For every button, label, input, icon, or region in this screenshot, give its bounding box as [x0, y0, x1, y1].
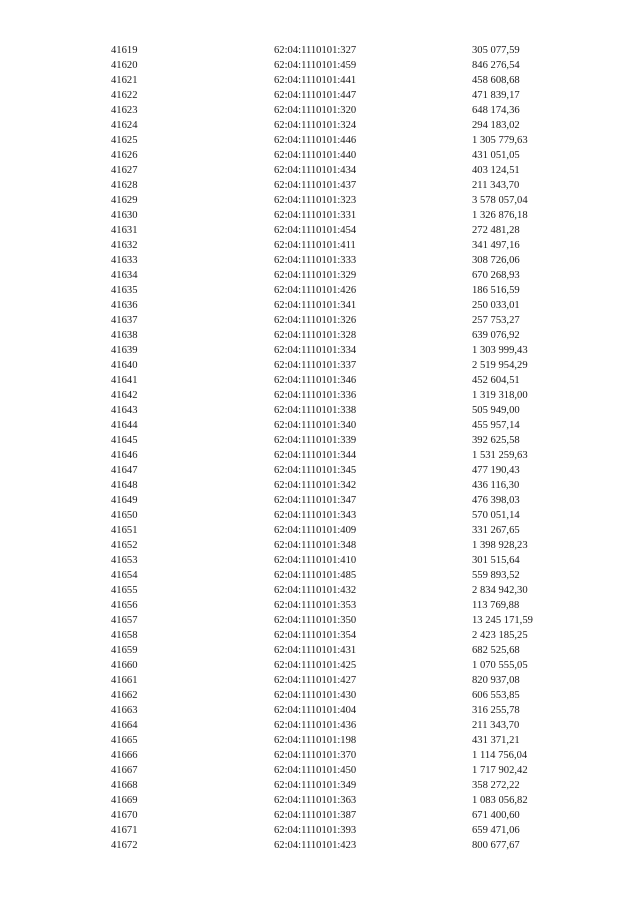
table-row	[111, 298, 591, 313]
cadastral-number-cell: 62:04:1110101:354	[274, 630, 357, 641]
value-cell: 1 114 756,04	[472, 750, 528, 761]
value-cell: 458 608,68	[472, 75, 520, 86]
cadastral-number-cell: 62:04:1110101:393	[274, 825, 357, 836]
value-cell: 846 276,54	[472, 60, 520, 71]
value-cell: 2 834 942,30	[472, 585, 528, 596]
table-row	[111, 793, 591, 808]
row-number-cell: 41647	[111, 465, 138, 476]
table-row	[111, 703, 591, 718]
cadastral-number-cell: 62:04:1110101:450	[274, 765, 357, 776]
table-row	[111, 808, 591, 823]
row-number-cell: 41665	[111, 735, 138, 746]
table-row	[111, 478, 591, 493]
cadastral-number-cell: 62:04:1110101:370	[274, 750, 357, 761]
cadastral-number-cell: 62:04:1110101:437	[274, 180, 357, 191]
table-row	[111, 733, 591, 748]
row-number-cell: 41658	[111, 630, 138, 641]
row-number-cell: 41663	[111, 705, 138, 716]
table-row	[111, 583, 591, 598]
row-number-cell: 41651	[111, 525, 138, 536]
cadastral-number-cell: 62:04:1110101:431	[274, 645, 357, 656]
row-number-cell: 41655	[111, 585, 138, 596]
value-cell: 1 531 259,63	[472, 450, 528, 461]
value-cell: 331 267,65	[472, 525, 520, 536]
value-cell: 250 033,01	[472, 300, 520, 311]
cadastral-number-cell: 62:04:1110101:446	[274, 135, 357, 146]
value-cell: 211 343,70	[472, 180, 520, 191]
row-number-cell: 41646	[111, 450, 138, 461]
cadastral-number-cell: 62:04:1110101:485	[274, 570, 357, 581]
value-cell: 436 116,30	[472, 480, 520, 491]
cadastral-number-cell: 62:04:1110101:324	[274, 120, 357, 131]
cadastral-number-cell: 62:04:1110101:323	[274, 195, 357, 206]
cadastral-number-cell: 62:04:1110101:340	[274, 420, 357, 431]
row-number-cell: 41649	[111, 495, 138, 506]
table-row	[111, 133, 591, 148]
table-row	[111, 358, 591, 373]
cadastral-number-cell: 62:04:1110101:425	[274, 660, 357, 671]
cadastral-number-cell: 62:04:1110101:341	[274, 300, 357, 311]
row-number-cell: 41642	[111, 390, 138, 401]
row-number-cell: 41641	[111, 375, 138, 386]
cadastral-number-cell: 62:04:1110101:331	[274, 210, 357, 221]
row-number-cell: 41653	[111, 555, 138, 566]
value-cell: 272 481,28	[472, 225, 520, 236]
value-cell: 505 949,00	[472, 405, 520, 416]
value-cell: 3 578 057,04	[472, 195, 528, 206]
row-number-cell: 41640	[111, 360, 138, 371]
cadastral-number-cell: 62:04:1110101:430	[274, 690, 357, 701]
table-row	[111, 643, 591, 658]
table-row	[111, 403, 591, 418]
value-cell: 2 423 185,25	[472, 630, 528, 641]
table-row	[111, 103, 591, 118]
cadastral-number-cell: 62:04:1110101:347	[274, 495, 357, 506]
row-number-cell: 41633	[111, 255, 138, 266]
row-number-cell: 41622	[111, 90, 138, 101]
table-row	[111, 73, 591, 88]
row-number-cell: 41643	[111, 405, 138, 416]
table-row	[111, 718, 591, 733]
table-row	[111, 523, 591, 538]
table-row	[111, 208, 591, 223]
row-number-cell: 41620	[111, 60, 138, 71]
table-row	[111, 58, 591, 73]
row-number-cell: 41635	[111, 285, 138, 296]
value-cell: 257 753,27	[472, 315, 520, 326]
cadastral-number-cell: 62:04:1110101:447	[274, 90, 357, 101]
table-row	[111, 448, 591, 463]
row-number-cell: 41632	[111, 240, 138, 251]
value-cell: 477 190,43	[472, 465, 520, 476]
table-row	[111, 598, 591, 613]
cadastral-number-cell: 62:04:1110101:346	[274, 375, 357, 386]
row-number-cell: 41656	[111, 600, 138, 611]
cadastral-number-cell: 62:04:1110101:333	[274, 255, 357, 266]
cadastral-number-cell: 62:04:1110101:329	[274, 270, 357, 281]
cadastral-number-cell: 62:04:1110101:320	[274, 105, 357, 116]
table-row	[111, 223, 591, 238]
cadastral-number-cell: 62:04:1110101:334	[274, 345, 357, 356]
value-cell: 305 077,59	[472, 45, 520, 56]
row-number-cell: 41629	[111, 195, 138, 206]
row-number-cell: 41627	[111, 165, 138, 176]
row-number-cell: 41638	[111, 330, 138, 341]
value-cell: 113 769,88	[472, 600, 520, 611]
cadastral-number-cell: 62:04:1110101:327	[274, 45, 357, 56]
cadastral-number-cell: 62:04:1110101:427	[274, 675, 357, 686]
cadastral-number-cell: 62:04:1110101:432	[274, 585, 357, 596]
value-cell: 358 272,22	[472, 780, 520, 791]
row-number-cell: 41664	[111, 720, 138, 731]
table-row	[111, 148, 591, 163]
value-cell: 341 497,16	[472, 240, 520, 251]
table-row	[111, 493, 591, 508]
row-number-cell: 41659	[111, 645, 138, 656]
value-cell: 639 076,92	[472, 330, 520, 341]
row-number-cell: 41667	[111, 765, 138, 776]
row-number-cell: 41648	[111, 480, 138, 491]
row-number-cell: 41652	[111, 540, 138, 551]
row-number-cell: 41645	[111, 435, 138, 446]
cadastral-number-cell: 62:04:1110101:423	[274, 840, 357, 851]
row-number-cell: 41639	[111, 345, 138, 356]
table-row	[111, 253, 591, 268]
cadastral-number-cell: 62:04:1110101:434	[274, 165, 357, 176]
cadastral-number-cell: 62:04:1110101:339	[274, 435, 357, 446]
cadastral-number-cell: 62:04:1110101:349	[274, 780, 357, 791]
value-cell: 211 343,70	[472, 720, 520, 731]
cadastral-number-cell: 62:04:1110101:426	[274, 285, 357, 296]
cadastral-number-cell: 62:04:1110101:454	[274, 225, 357, 236]
value-cell: 559 893,52	[472, 570, 520, 581]
value-cell: 186 516,59	[472, 285, 520, 296]
table-row	[111, 388, 591, 403]
table-row	[111, 238, 591, 253]
row-number-cell: 41634	[111, 270, 138, 281]
value-cell: 671 400,60	[472, 810, 520, 821]
value-cell: 403 124,51	[472, 165, 520, 176]
table-row	[111, 118, 591, 133]
value-cell: 431 371,21	[472, 735, 520, 746]
value-cell: 1 717 902,42	[472, 765, 528, 776]
table-row	[111, 373, 591, 388]
cadastral-number-cell: 62:04:1110101:350	[274, 615, 357, 626]
value-cell: 476 398,03	[472, 495, 520, 506]
row-number-cell: 41625	[111, 135, 138, 146]
cadastral-number-cell: 62:04:1110101:353	[274, 600, 357, 611]
value-cell: 670 268,93	[472, 270, 520, 281]
value-cell: 1 305 779,63	[472, 135, 528, 146]
value-cell: 1 326 876,18	[472, 210, 528, 221]
value-cell: 606 553,85	[472, 690, 520, 701]
cadastral-number-cell: 62:04:1110101:198	[274, 735, 357, 746]
value-cell: 471 839,17	[472, 90, 520, 101]
row-number-cell: 41672	[111, 840, 138, 851]
cadastral-number-cell: 62:04:1110101:328	[274, 330, 357, 341]
value-cell: 1 319 318,00	[472, 390, 528, 401]
row-number-cell: 41661	[111, 675, 138, 686]
value-cell: 308 726,06	[472, 255, 520, 266]
cadastral-number-cell: 62:04:1110101:363	[274, 795, 357, 806]
row-number-cell: 41666	[111, 750, 138, 761]
table-row	[111, 688, 591, 703]
table-row	[111, 508, 591, 523]
table-row	[111, 778, 591, 793]
value-cell: 431 051,05	[472, 150, 520, 161]
cadastral-number-cell: 62:04:1110101:343	[274, 510, 357, 521]
row-number-cell: 41660	[111, 660, 138, 671]
value-cell: 1 303 999,43	[472, 345, 528, 356]
row-number-cell: 41669	[111, 795, 138, 806]
cadastral-number-cell: 62:04:1110101:410	[274, 555, 357, 566]
row-number-cell: 41671	[111, 825, 138, 836]
row-number-cell: 41624	[111, 120, 138, 131]
table-row	[111, 613, 591, 628]
row-number-cell: 41636	[111, 300, 138, 311]
row-number-cell: 41654	[111, 570, 138, 581]
cadastral-number-cell: 62:04:1110101:387	[274, 810, 357, 821]
value-cell: 2 519 954,29	[472, 360, 528, 371]
row-number-cell: 41619	[111, 45, 138, 56]
row-number-cell: 41631	[111, 225, 138, 236]
cadastral-number-cell: 62:04:1110101:336	[274, 390, 357, 401]
cadastral-value-table	[111, 43, 591, 853]
cadastral-number-cell: 62:04:1110101:326	[274, 315, 357, 326]
value-cell: 800 677,67	[472, 840, 520, 851]
table-row	[111, 43, 591, 58]
cadastral-number-cell: 62:04:1110101:337	[274, 360, 357, 371]
value-cell: 820 937,08	[472, 675, 520, 686]
table-row	[111, 88, 591, 103]
value-cell: 294 183,02	[472, 120, 520, 131]
cadastral-number-cell: 62:04:1110101:411	[274, 240, 356, 251]
table-row	[111, 343, 591, 358]
row-number-cell: 41662	[111, 690, 138, 701]
cadastral-number-cell: 62:04:1110101:342	[274, 480, 357, 491]
cadastral-number-cell: 62:04:1110101:348	[274, 540, 357, 551]
cadastral-number-cell: 62:04:1110101:441	[274, 75, 357, 86]
value-cell: 1 083 056,82	[472, 795, 528, 806]
row-number-cell: 41637	[111, 315, 138, 326]
table-row	[111, 433, 591, 448]
row-number-cell: 41630	[111, 210, 138, 221]
row-number-cell: 41626	[111, 150, 138, 161]
cadastral-number-cell: 62:04:1110101:436	[274, 720, 357, 731]
row-number-cell: 41668	[111, 780, 138, 791]
table-row	[111, 178, 591, 193]
value-cell: 392 625,58	[472, 435, 520, 446]
value-cell: 301 515,64	[472, 555, 520, 566]
table-row	[111, 313, 591, 328]
table-row	[111, 628, 591, 643]
table-row	[111, 538, 591, 553]
value-cell: 1 398 928,23	[472, 540, 528, 551]
table-row	[111, 193, 591, 208]
table-row	[111, 328, 591, 343]
value-cell: 682 525,68	[472, 645, 520, 656]
value-cell: 1 070 555,05	[472, 660, 528, 671]
cadastral-number-cell: 62:04:1110101:404	[274, 705, 357, 716]
value-cell: 316 255,78	[472, 705, 520, 716]
table-row	[111, 763, 591, 778]
table-row	[111, 823, 591, 838]
value-cell: 659 471,06	[472, 825, 520, 836]
table-row	[111, 673, 591, 688]
row-number-cell: 41644	[111, 420, 138, 431]
row-number-cell: 41621	[111, 75, 138, 86]
value-cell: 648 174,36	[472, 105, 520, 116]
table-row	[111, 283, 591, 298]
value-cell: 570 051,14	[472, 510, 520, 521]
row-number-cell: 41657	[111, 615, 138, 626]
cadastral-number-cell: 62:04:1110101:459	[274, 60, 357, 71]
table-row	[111, 553, 591, 568]
row-number-cell: 41670	[111, 810, 138, 821]
table-row	[111, 163, 591, 178]
table-row	[111, 748, 591, 763]
cadastral-number-cell: 62:04:1110101:345	[274, 465, 357, 476]
cadastral-number-cell: 62:04:1110101:338	[274, 405, 357, 416]
cadastral-number-cell: 62:04:1110101:344	[274, 450, 357, 461]
value-cell: 455 957,14	[472, 420, 520, 431]
cadastral-number-cell: 62:04:1110101:409	[274, 525, 357, 536]
table-row	[111, 568, 591, 583]
table-row	[111, 268, 591, 283]
value-cell: 452 604,51	[472, 375, 520, 386]
row-number-cell: 41623	[111, 105, 138, 116]
table-row	[111, 838, 591, 853]
table-row	[111, 463, 591, 478]
table-row	[111, 658, 591, 673]
table-row	[111, 418, 591, 433]
row-number-cell: 41650	[111, 510, 138, 521]
cadastral-number-cell: 62:04:1110101:440	[274, 150, 357, 161]
row-number-cell: 41628	[111, 180, 138, 191]
value-cell: 13 245 171,59	[472, 615, 533, 626]
